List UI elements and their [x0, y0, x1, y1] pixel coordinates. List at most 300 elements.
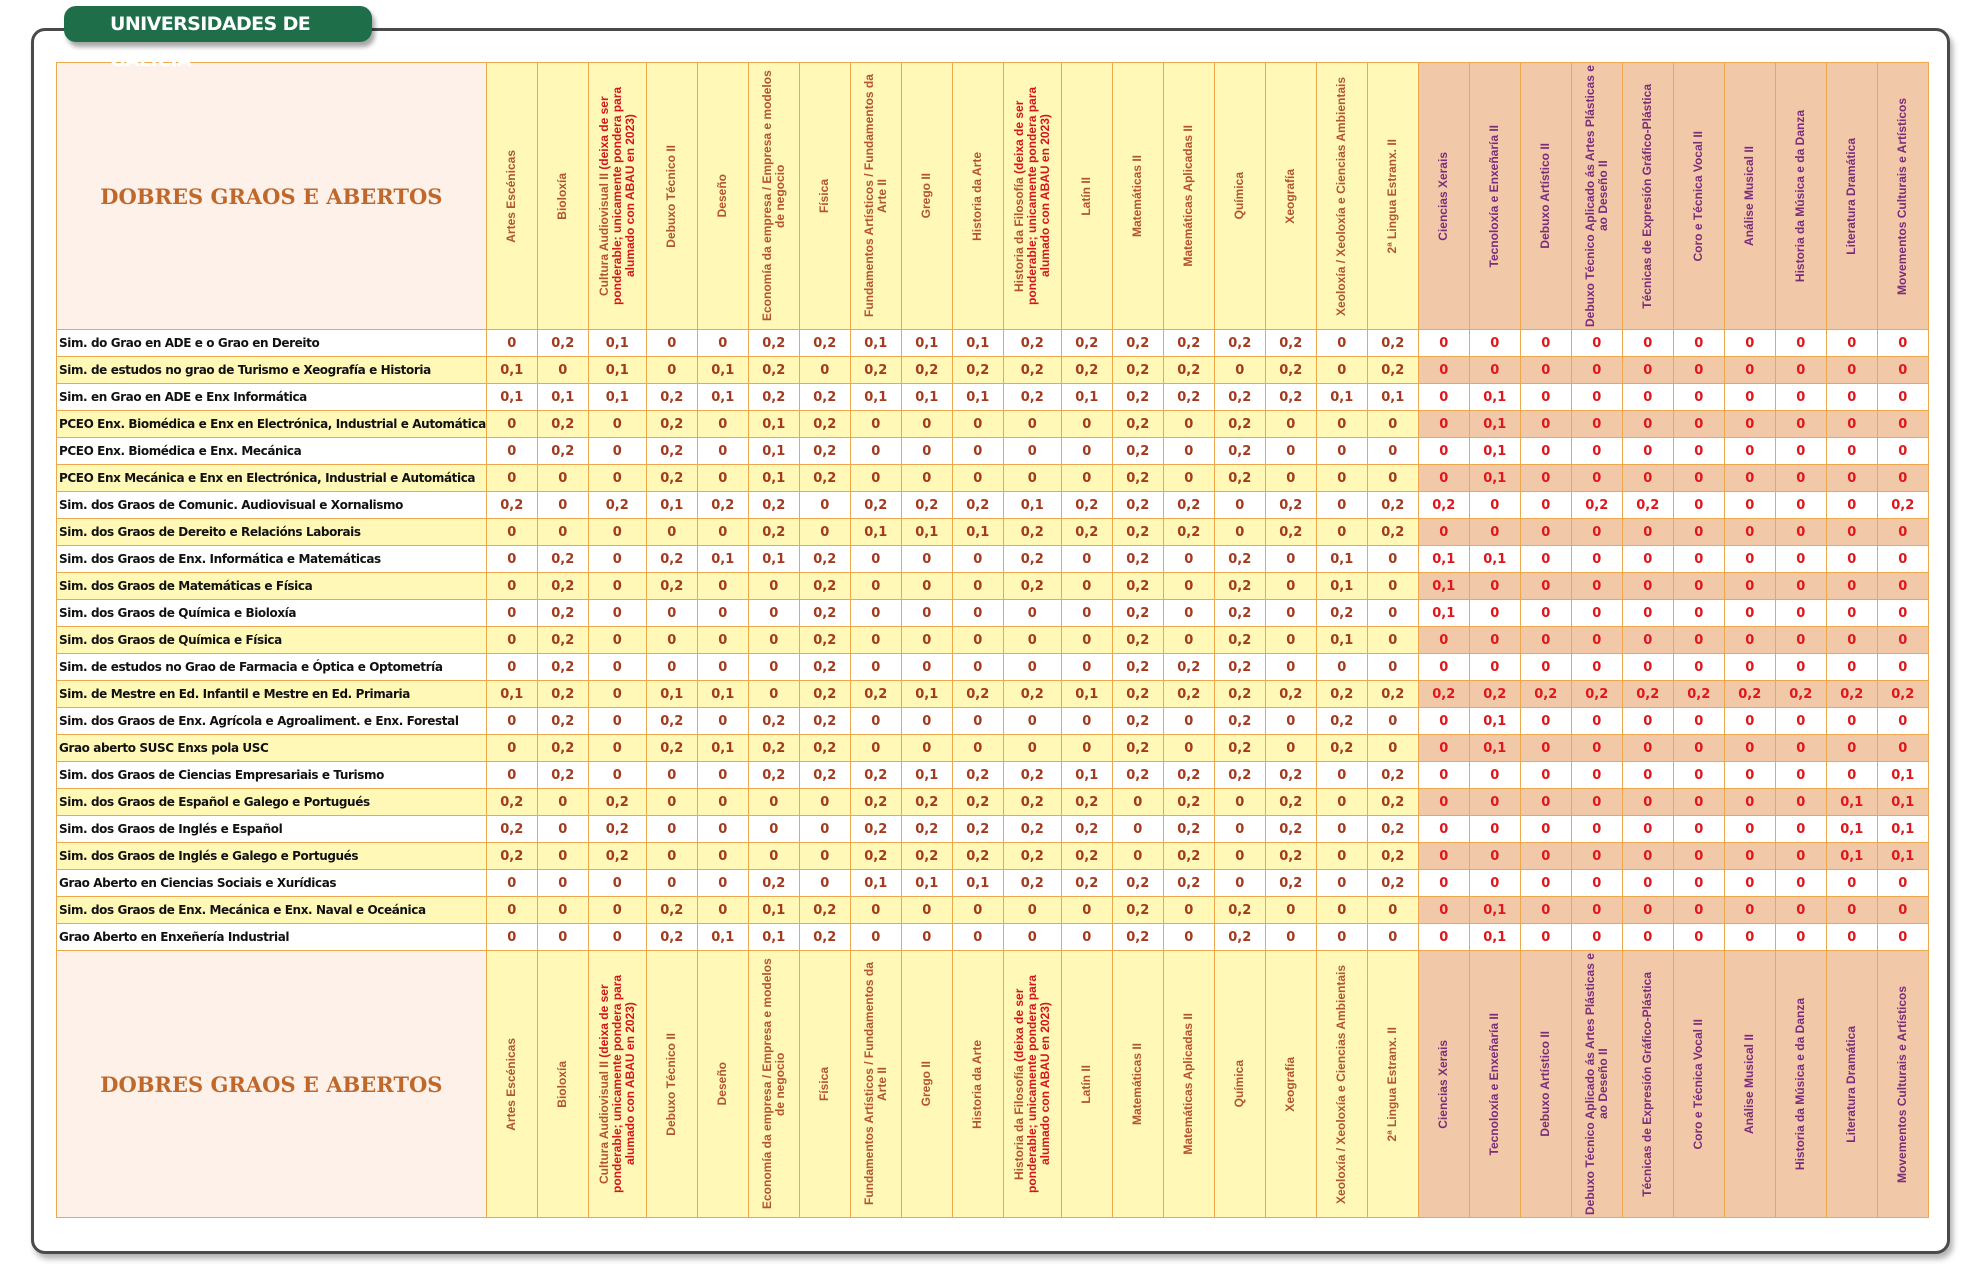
weight-cell: 0 [1571, 708, 1622, 735]
weight-cell: 0,2 [1163, 654, 1214, 681]
weight-cell: 0 [1673, 897, 1724, 924]
weight-cell: 0 [1367, 465, 1418, 492]
weight-cell: 0,2 [1571, 681, 1622, 708]
weighting-table [56, 62, 1929, 1218]
weight-cell: 0,2 [952, 492, 1003, 519]
weight-cell: 0 [901, 924, 952, 951]
weight-cell: 0,2 [1214, 573, 1265, 600]
weight-cell: 0 [901, 654, 952, 681]
weight-cell: 0 [850, 897, 901, 924]
weight-cell: 0,2 [799, 654, 850, 681]
weight-cell: 0 [1673, 735, 1724, 762]
row-label: Grao aberto SUSC Enxs pola USC [57, 735, 487, 762]
weight-cell: 0 [537, 870, 588, 897]
weight-cell: 0 [1826, 465, 1877, 492]
weight-cell: 0 [1214, 492, 1265, 519]
weight-cell: 0,2 [901, 789, 952, 816]
weight-cell: 0,2 [1265, 492, 1316, 519]
weight-cell: 0,1 [1469, 708, 1520, 735]
weight-cell: 0,2 [1003, 573, 1061, 600]
column-header-literatura-dramatica-bottom [1826, 951, 1877, 1218]
weight-cell: 0 [952, 600, 1003, 627]
weight-cell: 0 [1003, 411, 1061, 438]
weight-cell: 0 [697, 627, 748, 654]
weight-cell: 0 [697, 762, 748, 789]
weight-cell: 0 [1571, 384, 1622, 411]
weight-cell: 0,2 [1367, 762, 1418, 789]
weight-cell: 0 [1877, 870, 1928, 897]
weight-cell: 0,1 [1877, 843, 1928, 870]
weight-cell: 0 [799, 789, 850, 816]
weight-cell: 0 [1724, 492, 1775, 519]
weight-cell: 0,2 [1622, 681, 1673, 708]
weight-cell: 0,2 [1003, 357, 1061, 384]
weight-cell: 0 [799, 843, 850, 870]
weight-cell: 0,2 [646, 411, 697, 438]
weight-cell: 0,2 [1316, 708, 1367, 735]
weight-cell: 0 [1265, 600, 1316, 627]
column-header-tecnoloxia-e-enxenaria-ii-top [1469, 63, 1520, 330]
weight-cell: 0 [952, 627, 1003, 654]
column-header-matematicas-aplicadas-ii-bottom [1163, 951, 1214, 1218]
weight-cell: 0 [1316, 897, 1367, 924]
weight-cell: 0 [1316, 519, 1367, 546]
weight-cell: 0 [1673, 573, 1724, 600]
weight-cell: 0 [1673, 492, 1724, 519]
weight-cell: 0 [1826, 492, 1877, 519]
column-label: Matemáticas Aplicadas II [1181, 1013, 1196, 1155]
weight-cell: 0 [1673, 627, 1724, 654]
weight-cell: 0,2 [1003, 546, 1061, 573]
weight-cell: 0 [1367, 600, 1418, 627]
table-title-bottom: DOBRES GRAOS E ABERTOS [57, 951, 487, 1218]
weight-cell: 0,2 [1775, 681, 1826, 708]
table-row [57, 384, 1929, 411]
weight-cell: 0,2 [1112, 897, 1163, 924]
weight-cell: 0,2 [1367, 816, 1418, 843]
weight-cell: 0,2 [1163, 789, 1214, 816]
weight-cell: 0,1 [1469, 438, 1520, 465]
column-header-historia-da-filosofia-bottom [1003, 951, 1061, 1218]
header-row-top [57, 63, 1929, 330]
weight-cell: 0,2 [901, 843, 952, 870]
column-header-fisica-bottom [799, 951, 850, 1218]
weight-cell: 0 [1877, 546, 1928, 573]
weight-cell: 0,2 [486, 843, 537, 870]
weight-cell: 0,2 [1367, 843, 1418, 870]
table-row [57, 870, 1929, 897]
weight-cell: 0,1 [1316, 573, 1367, 600]
weight-cell: 0,2 [1112, 519, 1163, 546]
weight-cell: 0,2 [799, 708, 850, 735]
weight-cell: 0 [1520, 627, 1571, 654]
weight-cell: 0 [1520, 330, 1571, 357]
weight-cell: 0 [486, 465, 537, 492]
weight-cell: 0 [1775, 384, 1826, 411]
weight-cell: 0 [697, 816, 748, 843]
weight-cell: 0,2 [537, 681, 588, 708]
weight-cell: 0 [850, 735, 901, 762]
weight-cell: 0,2 [1265, 843, 1316, 870]
weight-cell: 0 [952, 411, 1003, 438]
column-header-artes-escenicas-bottom [486, 951, 537, 1218]
row-label: Grao Aberto en Ciencias Sociais e Xurídicas [57, 870, 487, 897]
weight-cell: 0 [1622, 546, 1673, 573]
weight-cell: 0,1 [1003, 492, 1061, 519]
weight-cell: 0 [1775, 330, 1826, 357]
weight-cell: 0,2 [1214, 708, 1265, 735]
weight-cell: 0,2 [748, 519, 799, 546]
weight-cell: 0 [901, 411, 952, 438]
weight-cell: 0 [1826, 924, 1877, 951]
column-label: Técnicas de Expresión Gráfico-Plástica [1640, 971, 1655, 1197]
table-row [57, 411, 1929, 438]
weight-cell: 0 [1775, 762, 1826, 789]
weight-cell: 0,2 [799, 762, 850, 789]
weight-cell: 0,2 [1214, 546, 1265, 573]
weight-cell: 0 [1418, 897, 1469, 924]
weight-cell: 0,2 [1214, 681, 1265, 708]
weight-cell: 0 [1469, 330, 1520, 357]
weight-cell: 0 [1724, 465, 1775, 492]
weight-cell: 0 [1003, 627, 1061, 654]
weight-cell: 0,2 [1112, 384, 1163, 411]
weight-cell: 0 [1163, 465, 1214, 492]
weight-cell: 0,1 [901, 681, 952, 708]
weight-cell: 0 [1367, 546, 1418, 573]
weight-cell: 0 [1061, 438, 1112, 465]
table-row [57, 897, 1929, 924]
weight-cell: 0,1 [1469, 924, 1520, 951]
column-label: Deseño [715, 174, 730, 218]
column-label: Matemáticas II [1130, 1042, 1145, 1126]
weight-cell: 0 [1316, 357, 1367, 384]
row-label: Grao Aberto en Enxeñería Industrial [57, 924, 487, 951]
column-header-cultura-audiovisual-ii-bottom [588, 951, 646, 1218]
weight-cell: 0 [1622, 870, 1673, 897]
weight-cell: 0,2 [1061, 519, 1112, 546]
column-header-historia-da-filosofia-top [1003, 63, 1061, 330]
weight-cell: 0,1 [486, 384, 537, 411]
weight-cell: 0 [1673, 411, 1724, 438]
weight-cell: 0 [901, 735, 952, 762]
weight-cell: 0 [1622, 897, 1673, 924]
weight-cell: 0 [1163, 735, 1214, 762]
weight-cell: 0 [1877, 627, 1928, 654]
weight-cell: 0,2 [1316, 681, 1367, 708]
column-label: Coro e Técnica Vocal II [1691, 1018, 1706, 1150]
weight-cell: 0 [1673, 762, 1724, 789]
weight-cell: 0,2 [850, 492, 901, 519]
column-label: Física [817, 178, 832, 214]
weight-cell: 0 [1877, 330, 1928, 357]
weight-cell: 0,2 [1571, 492, 1622, 519]
weight-cell: 0,2 [1163, 492, 1214, 519]
weight-cell: 0 [1877, 600, 1928, 627]
weight-cell: 0 [1622, 600, 1673, 627]
weight-cell: 0 [1622, 843, 1673, 870]
weight-cell: 0,2 [799, 924, 850, 951]
weight-cell: 0,2 [1112, 465, 1163, 492]
column-label: Historia da Música e da Danza [1793, 997, 1808, 1171]
weight-cell: 0,2 [1469, 681, 1520, 708]
weight-cell: 0,2 [1265, 681, 1316, 708]
weight-cell: 0 [1724, 519, 1775, 546]
column-label: Deseño [715, 1062, 730, 1106]
weight-cell: 0 [1418, 735, 1469, 762]
weight-cell: 0 [1673, 843, 1724, 870]
weight-cell: 0,2 [799, 573, 850, 600]
weight-cell: 0 [1571, 924, 1622, 951]
column-header-literatura-dramatica-top [1826, 63, 1877, 330]
weight-cell: 0 [697, 843, 748, 870]
weight-cell: 0,2 [952, 762, 1003, 789]
weight-cell: 0 [1316, 762, 1367, 789]
weight-cell: 0,2 [1265, 789, 1316, 816]
weight-cell: 0 [901, 546, 952, 573]
weight-cell: 0,1 [697, 546, 748, 573]
column-header-fundamentos-artisticos-fundamentos-da-arte-ii-top [850, 63, 901, 330]
weight-cell: 0 [1622, 789, 1673, 816]
weight-cell: 0 [1061, 411, 1112, 438]
weight-cell: 0 [1571, 438, 1622, 465]
weight-cell: 0 [1673, 384, 1724, 411]
weight-cell: 0 [1826, 411, 1877, 438]
weight-cell: 0,2 [1214, 600, 1265, 627]
weight-cell: 0 [1775, 411, 1826, 438]
column-header-coro-e-tecnica-vocal-ii-bottom [1673, 951, 1724, 1218]
weight-cell: 0 [588, 681, 646, 708]
weight-cell: 0,2 [1214, 897, 1265, 924]
weight-cell: 0 [850, 546, 901, 573]
weight-cell: 0 [1622, 627, 1673, 654]
column-note: (deixa de ser ponderable; unicamente pondera para alumado con ABAU en 2023) [1011, 974, 1052, 1194]
column-label: Xeografía [1283, 1056, 1298, 1112]
weight-cell: 0 [1163, 411, 1214, 438]
weight-cell: 0,2 [1112, 762, 1163, 789]
weight-cell: 0,1 [850, 870, 901, 897]
weight-cell: 0,2 [1265, 870, 1316, 897]
table-title-top: DOBRES GRAOS E ABERTOS [57, 63, 487, 330]
weight-cell: 0,2 [1214, 924, 1265, 951]
weight-cell: 0,2 [799, 465, 850, 492]
column-label: Xeoloxía / Xeoloxía e Ciencias Ambientais [1334, 964, 1349, 1204]
weight-cell: 0 [1520, 816, 1571, 843]
weight-cell: 0,1 [1418, 573, 1469, 600]
weight-cell: 0 [1316, 330, 1367, 357]
weight-cell: 0 [537, 816, 588, 843]
weight-cell: 0,2 [1112, 681, 1163, 708]
table-row [57, 735, 1929, 762]
weight-cell: 0 [901, 573, 952, 600]
weight-cell: 0,1 [952, 870, 1003, 897]
weight-cell: 0 [1418, 330, 1469, 357]
weight-cell: 0 [748, 627, 799, 654]
weight-cell: 0,2 [537, 735, 588, 762]
weight-cell: 0 [1571, 600, 1622, 627]
weight-cell: 0 [1673, 654, 1724, 681]
column-label: Economía da empresa / Empresa e modelos de negocio [759, 70, 787, 322]
weight-cell: 0 [1775, 789, 1826, 816]
weight-cell: 0 [1367, 735, 1418, 762]
column-note: (deixa de ser ponderable; unicamente pondera para alumado con ABAU en 2023) [596, 86, 637, 306]
weight-cell: 0,2 [1367, 519, 1418, 546]
weight-cell: 0 [1418, 789, 1469, 816]
column-label: Grego II [919, 173, 934, 219]
weight-cell: 0 [1367, 708, 1418, 735]
weight-cell: 0,2 [901, 492, 952, 519]
weight-cell: 0 [1469, 519, 1520, 546]
weight-cell: 0 [1469, 762, 1520, 789]
column-header-debuxo-tecnico-ii-bottom [646, 951, 697, 1218]
weight-cell: 0 [646, 357, 697, 384]
weight-cell: 0,2 [799, 438, 850, 465]
weight-cell: 0,2 [1112, 870, 1163, 897]
weight-cell: 0,2 [799, 681, 850, 708]
column-header-bioloxia-bottom [537, 951, 588, 1218]
weight-cell: 0,2 [952, 843, 1003, 870]
column-header-deseno-top [697, 63, 748, 330]
weight-cell: 0 [1826, 870, 1877, 897]
column-label: Bioloxía [555, 1060, 570, 1108]
weight-cell: 0 [1520, 735, 1571, 762]
weight-cell: 0 [588, 519, 646, 546]
table-row [57, 924, 1929, 951]
weight-cell: 0,2 [1214, 438, 1265, 465]
weight-cell: 0 [1775, 897, 1826, 924]
weight-cell: 0 [1367, 627, 1418, 654]
weight-cell: 0 [1520, 600, 1571, 627]
weight-cell: 0 [1520, 843, 1571, 870]
weight-cell: 0 [1214, 789, 1265, 816]
weight-cell: 0 [850, 600, 901, 627]
weight-cell: 0 [748, 816, 799, 843]
weight-cell: 0,1 [1469, 465, 1520, 492]
weight-cell: 0,1 [748, 924, 799, 951]
weight-cell: 0,2 [588, 789, 646, 816]
weight-cell: 0,2 [1163, 843, 1214, 870]
column-header-ciencias-xerais-bottom [1418, 951, 1469, 1218]
weight-cell: 0 [1469, 789, 1520, 816]
weight-cell: 0 [901, 465, 952, 492]
column-label: Latín II [1079, 176, 1094, 216]
weight-cell: 0 [486, 330, 537, 357]
column-label: Fundamentos Artísticos / Fundamentos da Arte II [861, 962, 889, 1206]
weight-cell: 0,2 [1163, 519, 1214, 546]
column-label: Química [1232, 1060, 1247, 1108]
weight-cell: 0 [697, 708, 748, 735]
weight-cell: 0 [1003, 708, 1061, 735]
weight-cell: 0 [1775, 465, 1826, 492]
weight-cell: 0 [1061, 573, 1112, 600]
weight-cell: 0 [1316, 924, 1367, 951]
weight-cell: 0 [1724, 897, 1775, 924]
column-header-matematicas-ii-bottom [1112, 951, 1163, 1218]
weight-cell: 0 [1163, 438, 1214, 465]
weight-cell: 0 [486, 411, 537, 438]
weight-cell: 0 [850, 627, 901, 654]
weight-cell: 0 [1469, 600, 1520, 627]
weight-cell: 0,2 [1316, 600, 1367, 627]
weight-cell: 0,2 [537, 708, 588, 735]
weight-cell: 0 [1724, 627, 1775, 654]
weight-cell: 0,2 [1367, 492, 1418, 519]
weight-cell: 0 [1265, 411, 1316, 438]
weight-cell: 0 [799, 492, 850, 519]
weight-cell: 0,2 [850, 762, 901, 789]
weight-cell: 0 [1724, 438, 1775, 465]
weight-cell: 0,2 [1003, 870, 1061, 897]
weight-cell: 0,2 [646, 384, 697, 411]
weight-cell: 0 [1061, 546, 1112, 573]
row-label: Sim. dos Graos de Enx. Informática e Matemáticas [57, 546, 487, 573]
weight-cell: 0,1 [486, 357, 537, 384]
weight-cell: 0 [1571, 357, 1622, 384]
weight-cell: 0 [1418, 708, 1469, 735]
weight-cell: 0 [486, 519, 537, 546]
row-label: PCEO Enx. Biomédica e Enx en Electrónica, Industrial e Automática [57, 411, 487, 438]
weight-cell: 0,2 [748, 708, 799, 735]
column-header-fisica-top [799, 63, 850, 330]
column-header-economia-da-empresa-empresa-e-modelos-de-negocio-bottom [748, 951, 799, 1218]
weight-cell: 0 [646, 330, 697, 357]
weight-cell: 0,2 [646, 465, 697, 492]
column-header-xeoloxia-xeoloxia-e-ciencias-ambientais-top [1316, 63, 1367, 330]
weight-cell: 0,2 [646, 438, 697, 465]
weight-cell: 0 [1112, 843, 1163, 870]
weight-cell: 0 [1571, 816, 1622, 843]
weight-cell: 0,2 [799, 600, 850, 627]
weight-cell: 0 [486, 762, 537, 789]
weight-cell: 0 [1367, 897, 1418, 924]
weight-cell: 0,1 [1316, 546, 1367, 573]
weight-cell: 0,2 [1265, 330, 1316, 357]
column-label: Coro e Técnica Vocal II [1691, 130, 1706, 262]
weight-cell: 0,1 [697, 681, 748, 708]
weight-cell: 0 [1571, 870, 1622, 897]
row-label: Sim. dos Graos de Dereito e Relacións Laborais [57, 519, 487, 546]
weight-cell: 0 [1418, 465, 1469, 492]
weight-cell: 0 [1775, 924, 1826, 951]
weight-cell: 0 [1775, 492, 1826, 519]
weight-cell: 0 [1673, 465, 1724, 492]
header-row-bottom [57, 951, 1929, 1218]
weight-cell: 0,2 [1112, 600, 1163, 627]
weight-cell: 0 [1775, 708, 1826, 735]
weight-cell: 0 [1316, 411, 1367, 438]
weight-cell: 0 [1571, 843, 1622, 870]
weight-cell: 0,2 [1724, 681, 1775, 708]
weight-cell: 0 [1367, 654, 1418, 681]
weight-cell: 0,2 [1003, 816, 1061, 843]
weight-cell: 0 [1622, 465, 1673, 492]
weight-cell: 0,2 [1265, 384, 1316, 411]
weight-cell: 0,1 [1061, 681, 1112, 708]
weight-cell: 0,2 [1214, 735, 1265, 762]
weight-cell: 0 [697, 897, 748, 924]
weight-cell: 0 [1214, 519, 1265, 546]
weight-cell: 0 [1265, 573, 1316, 600]
column-label: Debuxo Artístico II [1538, 1031, 1553, 1137]
weight-cell: 0,1 [901, 519, 952, 546]
weight-cell: 0,1 [1061, 384, 1112, 411]
weight-cell: 0,1 [952, 330, 1003, 357]
weight-cell: 0,1 [1418, 546, 1469, 573]
weight-cell: 0,2 [1367, 330, 1418, 357]
weight-cell: 0 [1622, 330, 1673, 357]
weight-cell: 0 [588, 708, 646, 735]
weight-cell: 0 [1469, 627, 1520, 654]
